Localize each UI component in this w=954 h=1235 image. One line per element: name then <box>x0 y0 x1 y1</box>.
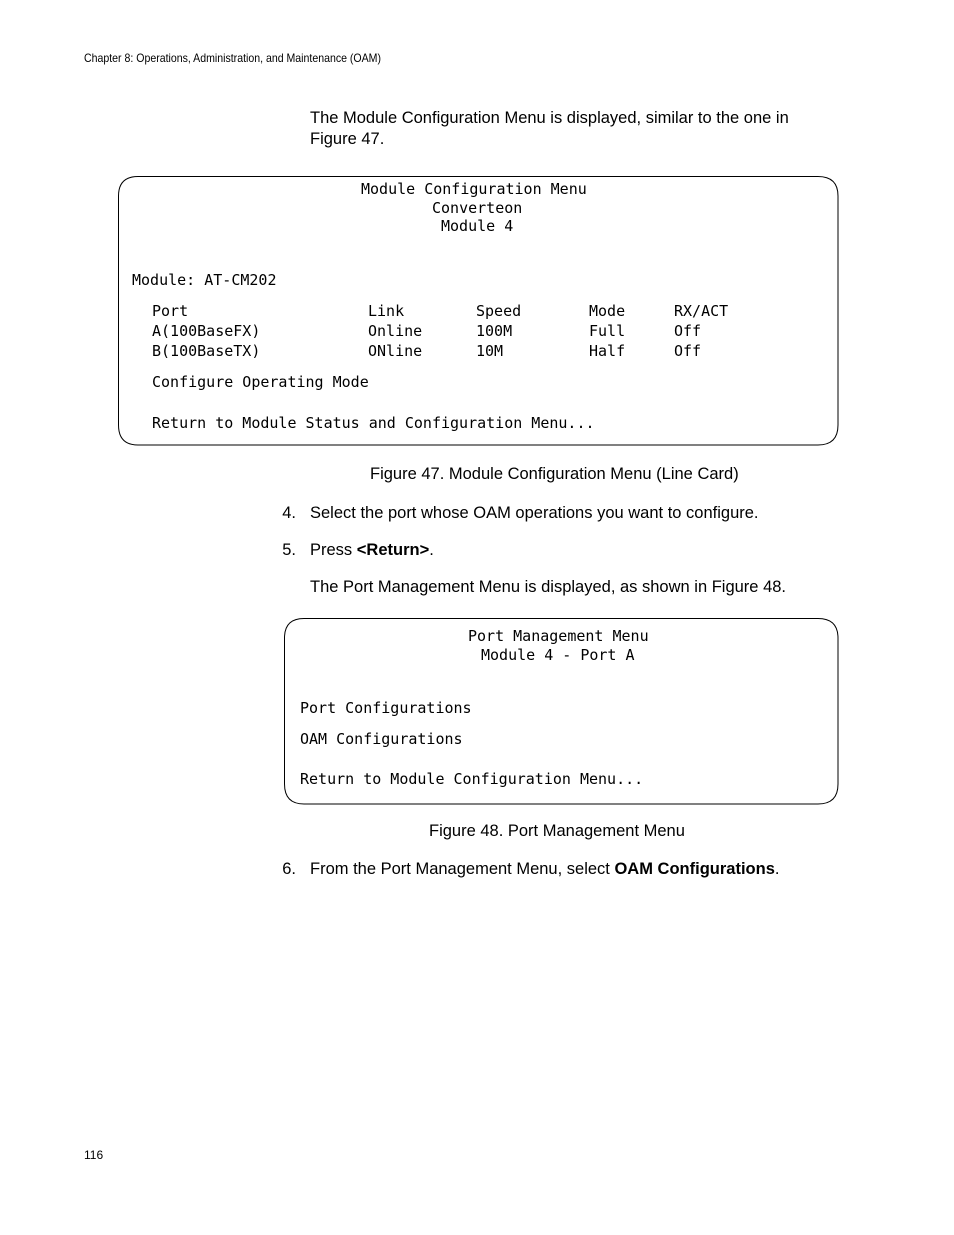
fig47-module-title: Module 4 <box>441 217 514 235</box>
step-6-post: . <box>774 860 780 878</box>
step-5-post: . <box>429 541 434 559</box>
step-6-number: 6. <box>282 860 296 878</box>
row-b-link: ONline <box>368 342 423 360</box>
figure-48-caption: Figure 48. Port Management Menu <box>429 822 685 840</box>
row-a-port[interactable]: A(100BaseFX) <box>152 322 261 340</box>
fig47-module-line: Module: AT-CM202 <box>132 271 277 289</box>
row-b-mode: Half <box>589 342 626 360</box>
row-a-speed: 100M <box>476 322 513 340</box>
fig48-title: Port Management Menu <box>468 627 649 645</box>
menu-return-module-configuration[interactable]: Return to Module Configuration Menu... <box>300 770 644 788</box>
step-6-text <box>310 859 779 880</box>
col-rxact: RX/ACT <box>674 302 729 320</box>
fig47-title: Module Configuration Menu <box>361 180 587 198</box>
intro-paragraph: The Module Configuration Menu is displayed, similar to the one in Figure 47. <box>310 109 789 148</box>
oam-configurations-ref: OAM Configurations <box>614 860 775 878</box>
fig47-subtitle: Converteon <box>432 199 523 217</box>
step-4-number: 4. <box>282 504 296 522</box>
row-b-port[interactable]: B(100BaseTX) <box>152 342 261 360</box>
return-key: <Return> <box>356 541 430 559</box>
figure-47-caption: Figure 47. Module Configuration Menu (Line Card) <box>370 465 739 483</box>
step-5-text <box>310 540 434 561</box>
step-4-text: Select the port whose OAM operations you want to configure. <box>310 504 759 522</box>
col-mode: Mode <box>589 302 626 320</box>
step-6-pre: From the Port Management Menu, select <box>310 860 615 878</box>
page-number: 116 <box>84 1148 104 1162</box>
step-5-number: 5. <box>282 541 296 559</box>
fig48-subtitle: Module 4 - Port A <box>481 646 635 664</box>
menu-oam-configurations[interactable]: OAM Configurations <box>300 730 463 748</box>
menu-configure-operating-mode[interactable]: Configure Operating Mode <box>152 373 369 391</box>
menu-port-configurations[interactable]: Port Configurations <box>300 699 472 717</box>
row-a-link: Online <box>368 322 423 340</box>
running-header: Chapter 8: Operations, Administration, and Maintenance (OAM) <box>84 51 381 65</box>
row-a-rxact: Off <box>674 322 702 340</box>
row-b-speed: 10M <box>476 342 504 360</box>
col-port: Port <box>152 302 189 320</box>
col-speed: Speed <box>476 302 522 320</box>
step-5-pre: Press <box>310 541 357 559</box>
menu-return-module-status[interactable]: Return to Module Status and Configuration Menu... <box>152 414 595 432</box>
col-link: Link <box>368 302 405 320</box>
row-b-rxact: Off <box>674 342 702 360</box>
step-5-paragraph: The Port Management Menu is displayed, as shown in Figure 48. <box>310 578 787 596</box>
row-a-mode: Full <box>589 322 626 340</box>
